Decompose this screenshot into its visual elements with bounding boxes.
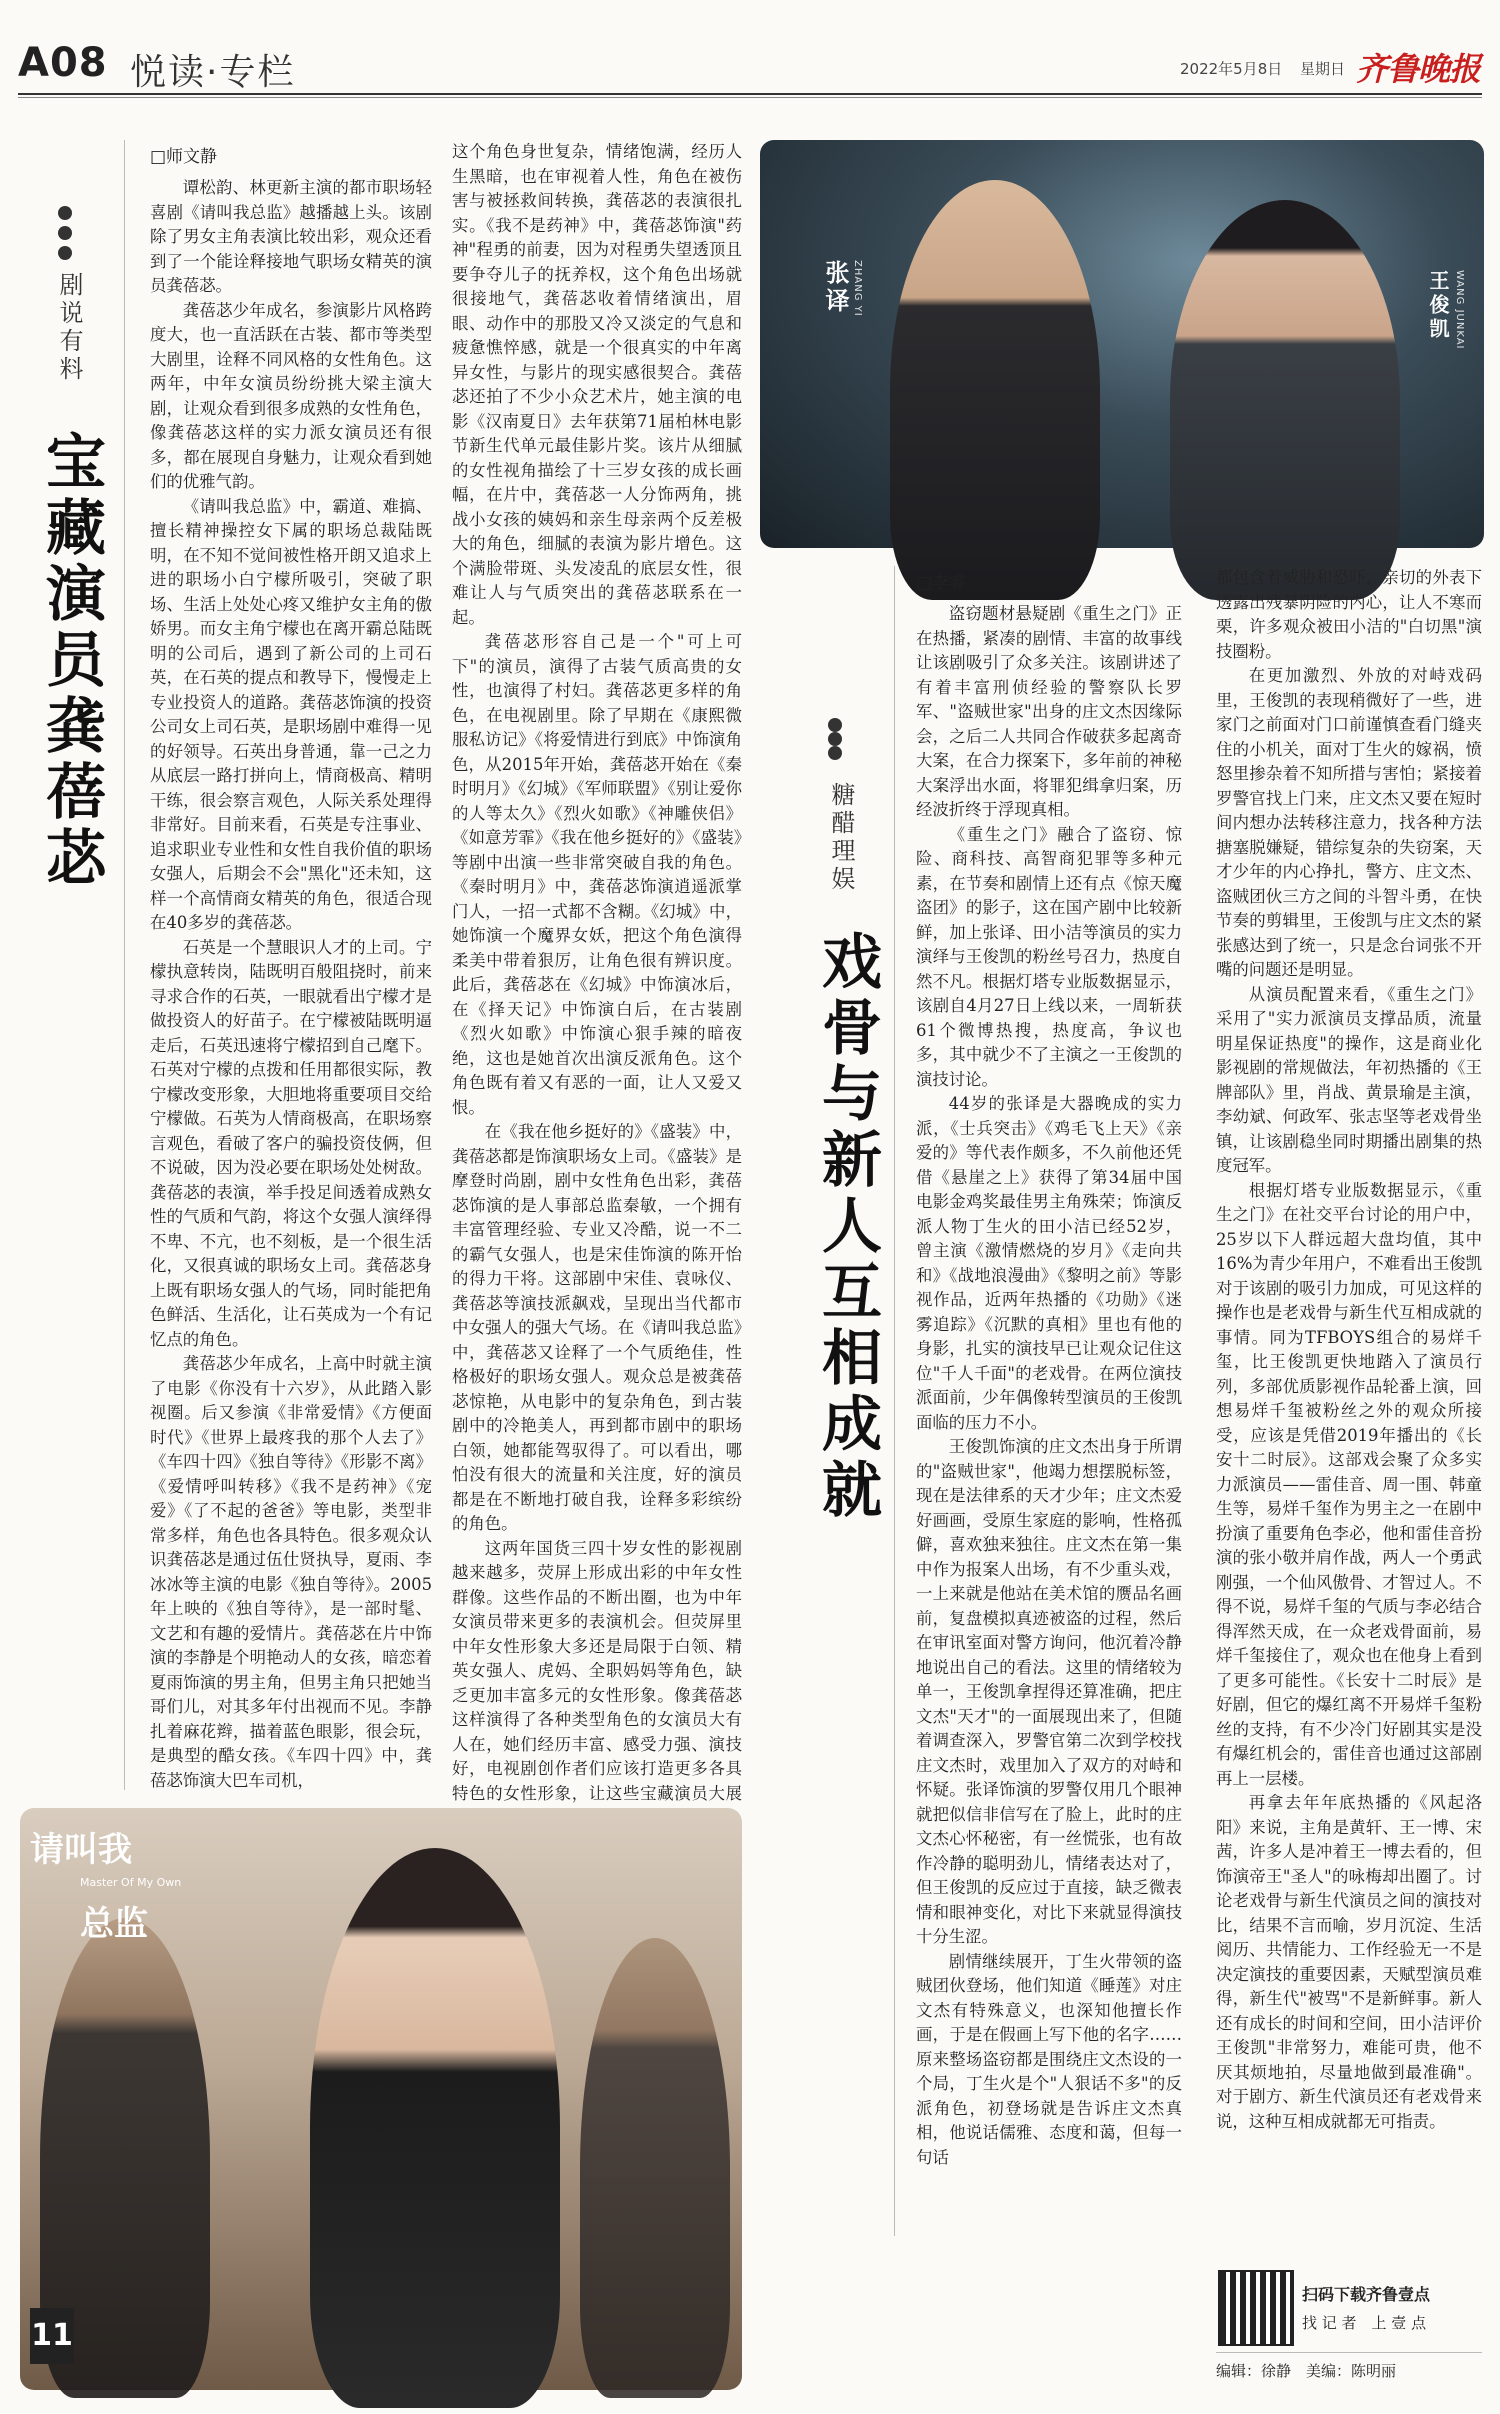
category-dots-1 [58, 206, 72, 266]
body-paragraph: 都包含着威胁和恐吓，亲切的外表下透露出残暴阴险的内心，让人不寒而栗，许多观众被田小洁的"白切黑"演技圈粉。 [1216, 568, 1482, 661]
article2-category: 糖醋理娱 [827, 782, 855, 894]
body-paragraph: 这两年国货三四十岁女性的影视剧越来越多，荧屏上形成出彩的中年女性群像。这些作品的不断出圈，也为中年女演员带来更多的表演机会。但荧屏里中年女性形象大多还是局限于白领、精英女强人、虎妈、全职妈妈等角色，缺乏更加丰富多元的女性形象。像龚蓓苾这样演得了各种类型角色的女演员大有人在，她们经历丰富、感受力强、演技好，电视剧创作者们应该打造更多各具特色的女性形象，让这些宝藏演员大展 [452, 1538, 742, 1803]
article2-title: 戏骨与新人互相成就 [812, 930, 882, 1524]
issue-weekday: 星期日 [1300, 60, 1346, 78]
actor-right-name: 王俊凯 [1426, 270, 1450, 342]
body-paragraph: 石英是一个慧眼识人才的上司。宁檬执意转岗，陆既明百般阻挠时，前来寻求合作的石英，一眼就看出宁檬才是做投资人的好苗子。在宁檬被陆既明逼走后，石英迅速将宁檬招到自己麾下。石英对宁檬的点拨和任用都很实际，教宁檬改变形象，大胆地将重要项目交给宁檬做。石英为人情商极高，在职场察言观色，看破了客户的骗投资伎俩，但不说破，因为没必要在职场处处树敌。龚蓓苾的表演，举手投足间透着成熟女性的气质和气韵，将这个女强人演绎得不卑、不亢，也不刻板，是一个很生活化，又很真诚的职场女上司。龚蓓苾身上既有职场女强人的气场，同时能把角色鲜活、生活化，让石英成为一个有记忆点的角色。 [150, 937, 432, 1349]
body-paragraph: 《请叫我总监》中，霸道、难搞、擅长精神操控女下属的职场总裁陆既明，在不知不觉间被性格开朗又追求上进的职场小白宁檬所吸引，突破了职场、生活上处处心疼又维护女主角的傲娇男。而女主角宁檬也在离开霸总陆既明的公司后，遇到了新公司的上司石英，在石英的提点和教导下，慢慢走上专业投资人的道路。龚蓓苾饰演的投资公司女上司石英，是职场剧中难得一见的好领导。石英出身普通，靠一己之力从底层一路打拼向上，情商极高、精明干练，很会察言观色，人际关系处理得非常好。目前来看，石英是专注事业、追求职业专业性和女性自我价值的职场女强人，后期会不会"黑化"还未知，这样一个高情商女精英的角色，很适合现在40多岁的龚蓓苾。 [150, 496, 432, 932]
article1-divider [124, 140, 125, 1790]
body-paragraph: 龚蓓苾形容自己是一个"可上可下"的演员，演得了古装气质高贵的女性，也演得了村妇。龚蓓苾更多样的角色，在电视剧里。除了早期在《康熙微服私访记》《将爱情进行到底》中饰演角色，从2015年开始，龚蓓苾开始在《秦时明月》《幻城》《军师联盟》《别让爱你的人等太久》《烈火如歌》《神雕侠侣》《如意芳霏》《我在他乡挺好的》《盛装》等剧中出演一些非常突破自我的角色。《秦时明月》中，龚蓓苾饰演逍遥派掌门人，一招一式都不含糊。《幻城》中，她饰演一个魔界女妖，把这个角色演得柔美中带着狠厉，让角色很有辨识度。此后，龚蓓苾在《幻城》中饰演冰后，在《择天记》中饰演白后，在古装剧《烈火如歌》中饰演心狠手辣的暗夜绝，这也是她首次出演反派角色。这个角色既有着又有恶的一面，让人又爱又恨。 [452, 632, 742, 1117]
actor-left-name: 张译 [821, 260, 850, 316]
body-paragraph: 在《我在他乡挺好的》《盛装》中，龚蓓苾都是饰演职场女上司。《盛装》是摩登时尚剧，剧中女性角色出彩，龚蓓苾饰演的是人事部总监秦敏，一个拥有丰富管理经验、专业又冷酷，说一不二的霸气女强人，也是宋佳饰演的陈开怡的得力干将。这部剧中宋佳、袁咏仪、龚蓓苾等演技派飙戏，呈现出当代都市中女强人的强大气场。在《请叫我总监》中，龚蓓苾又诠释了一个气质绝佳，性格极好的职场女强人。观众总是被龚蓓苾惊艳，从电影中的复杂角色，到古装剧中的冷艳美人，再到都市剧中的职场白领，她都能驾驭得了。可以看出，哪怕没有很大的流量和关注度，好的演员都是在不断地打破自我，诠释多彩缤纷的角色。 [452, 1122, 742, 1533]
body-paragraph: 从演员配置来看，《重生之门》采用了"实力派演员支撑品质，流量明星保证热度"的操作，这是商业化影视剧的常规做法，年初热播的《王牌部队》里，肖战、黄景瑜是主演，李幼斌、何政军、张志坚等老戏骨坐镇，让该剧稳坐同时期播出剧集的热度冠军。 [1216, 984, 1482, 1175]
footer-rule [1216, 2352, 1482, 2353]
poster-title: 请叫我 [30, 1830, 132, 1870]
body-paragraph: 在更加激烈、外放的对峙戏码里，王俊凯的表现稍微好了一些，进家门之前面对门口前谨慎查看门缝夹住的小机关，面对丁生火的嫁祸，愤怒里掺杂着不知所措与害怕；紧接着罗警官找上门来，庄文杰又要在短时间内想办法转移注意力，找各种方法搪塞脱嫌疑，错综复杂的失窃案，天才少年的内心挣扎，警方、庄文杰、盗贼团伙三方之间的斗智斗勇，在快节奏的剪辑里，王俊凯与庄文杰的紧张感达到了统一，只是念台词张不开嘴的问题还是明显。 [1216, 666, 1482, 979]
article1-byline: □师文静 [150, 147, 218, 167]
body-paragraph: 剧情继续展开，丁生火带领的盗贼团伙登场，他们知道《睡莲》对庄文杰有特殊意义，也深知他擅长作画，于是在假画上写下他的名字……原来整场盗窃都是围绕庄文杰设的一个局，丁生火是个"人狠话不多"的反派角色，初登场就是告诉庄文杰真相，他说话儒雅、态度和蔼，但每一句话 [916, 1951, 1182, 2167]
poster-subtitle: Master Of My Own [80, 1876, 182, 1889]
article2-divider [894, 566, 895, 2236]
page-number: A08 [18, 40, 108, 86]
body-paragraph: 龚蓓苾少年成名，上高中时就主演了电影《你没有十六岁》，从此踏入影视圈。后又参演《非常爱情》《方便面时代》《世界上最疼我的那个人去了》《车四十四》《独自等待》《形影不离》《爱情呼叫转移》《我不是药神》《宠爱》《了不起的爸爸》等电影，类型非常多样，角色也各具特色。很多观众认识龚蓓苾是通过伍仕贤执导，夏雨、李冰冰等主演的电影《独自等待》。2005年上映的《独自等待》，是一部时髦、文艺和有趣的爱情片。龚蓓苾在片中饰演的李静是个明艳动人的女孩，暗恋着夏雨饰演的男主角，但男主角只把她当哥们儿，对其多年付出视而不见。李静扎着麻花辫，描着蓝色眼影，很会玩，是典型的酷女孩。《车四十四》中，龚蓓苾饰演大巴车司机， [150, 1354, 432, 1790]
actor-left-pinyin: ZHANG YI [852, 260, 863, 317]
header-rule [18, 93, 1482, 95]
issue-date: 2022年5月8日 [1180, 60, 1283, 78]
article2-column-1 [916, 602, 1182, 2242]
poster-badge: 11 [30, 2308, 74, 2364]
article2-column-2 [1216, 566, 1482, 2242]
article1-column-2 [452, 140, 742, 1803]
footer-scan-text: 扫码下载齐鲁壹点 [1302, 2285, 1431, 2304]
drama-still-photo [760, 140, 1484, 548]
article1-column-1 [150, 176, 432, 1792]
body-paragraph: 44岁的张译是大器晚成的实力派，《士兵突击》《鸡毛飞上天》《亲爱的》等代表作颇多，不久前他还凭借《悬崖之上》获得了第34届中国电影金鸡奖最佳男主角殊荣；饰演反派人物丁生火的田小洁已经52岁，曾主演《激情燃烧的岁月》《走向共和》《战地浪漫曲》《黎明之前》等影视作品，近两年热播的《功勋》《迷雾追踪》《沉默的真相》里也有他的身影，扎实的演技早已让观众记住这位"千人千面"的老戏骨。在两位演技派面前，少年偶像转型演员的王俊凯面临的压力不小。 [916, 1094, 1182, 1432]
body-paragraph: 盗窃题材悬疑剧《重生之门》正在热播，紧凑的剧情、丰富的故事线让该剧吸引了众多关注。该剧讲述了有着丰富刑侦经验的警察队长罗军、"盗贼世家"出身的庄文杰因缘际会，之后二人共同合作破获多起离奇大案，在合力探案下，多年前的神秘大案浮出水面，将罪犯缉拿归案，历经波折终于浮现真相。 [916, 604, 1182, 819]
body-paragraph: 谭松韵、林更新主演的都市职场轻喜剧《请叫我总监》越播越上头。该剧除了男女主角表演比较出彩，观众还看到了一个能诠释接地气职场女精英的演员龚蓓苾。 [150, 178, 432, 295]
body-paragraph: 根据灯塔专业版数据显示，《重生之门》在社交平台讨论的用户中，25岁以下人群远超大盘均值，其中16%为青少年用户，不难看出王俊凯对于该剧的吸引力加成，可见这样的操作也是老戏骨与新生代互相成就的事情。同为TFBOYS组合的易烊千玺，比王俊凯更快地踏入了演员行列，多部优质影视作品轮番上演，回想易烊千玺被粉丝之外的观众所接受，应该是凭借2019年播出的《长安十二时辰》。这部戏会聚了众多实力派演员——雷佳音、周一围、韩童生等，易烊千玺作为男主之一在剧中扮演了重要角色李必，他和雷佳音扮演的张小敬并肩作战，两人一个勇武刚强，一个仙风傲骨、才智过人。不得不说，易烊千玺的气质与李必结合得浑然天成，在一众老戏骨面前，易烊千玺接住了，观众也在他身上看到了更多可能性。《长安十二时辰》是好剧，但它的爆红离不开易烊千玺粉丝的支持，有不少冷门好剧其实是没有爆红机会的，雷佳音也通过这部剧再上一层楼。 [1216, 1180, 1482, 1788]
body-paragraph: 这个角色身世复杂，情绪饱满，经历人生黑暗，也在审视着人性，角色在被伤害与被拯救间转换，龚蓓苾的表演很扎实。《我不是药神》中，龚蓓苾饰演"药神"程勇的前妻，因为对程勇失望透顶且要争夺儿子的抚养权，这个角色出场就很接地气，龚蓓苾收着情绪演出，眉眼、动作中的那股又冷又淡定的气息和疲惫憔悴感，就是一个很真实的中年离异女性，与影片的现实感很契合。龚蓓苾还拍了不少小众艺术片，她主演的电影《汉南夏日》去年获第71届柏林电影节新生代单元最佳影片奖。该片从细腻的女性视角描绘了十三岁女孩的成长画幅，在片中，龚蓓苾一人分饰两角，挑战小女孩的姨妈和亲生母亲两个反差极大的角色，细腻的表演为影片增色。这个满脸带斑、头发凌乱的底层女性，很难让人与气质突出的龚蓓苾联系在一起。 [452, 142, 742, 627]
body-paragraph: 王俊凯饰演的庄文杰出身于所谓的"盗贼世家"，他竭力想摆脱标签，现在是法律系的天才少年；庄文杰爱好画画，受原生家庭的影响，性格孤僻，喜欢独来独往。庄文杰在第一集中作为报案人出场，有不少重头戏，一上来就是他站在美术馆的赝品名画前，复盘模拟真迹被盗的过程，然后在审讯室面对警方询问，他沉着冷静地说出自己的看法。这里的情绪较为单一，王俊凯拿捏得还算准确，把庄文杰"天才"的一面展现出来了，但随着调查深入，罗警官第二次到学校找庄文杰时，戏里加入了双方的对峙和怀疑。张译饰演的罗警仅用几个眼神就把似信非信写在了脸上，此时的庄文杰心怀秘密，有一丝慌张，也有故作冷静的聪明劲儿，情绪表达对了，但王俊凯的反应过于直接，缺乏微表情和眼神变化，对比下来就显得演技十分生涩。 [916, 1437, 1182, 1946]
newspaper-logo: 齐鲁晚报 [1356, 50, 1481, 88]
body-paragraph: 《重生之门》融合了盗窃、惊险、商科技、高智商犯罪等多种元素，在节奏和剧情上还有点《惊天魔盗团》的影子，这在国产剧中比较新鲜，加上张译、田小洁等演员的实力演绎与王俊凯的粉丝号召力，热度自然不凡。根据灯塔专业版数据显示，该剧自4月27日上线以来，一周斩获61个微博热搜，热度高，争议也多，其中就少不了主演之一王俊凯的演技讨论。 [916, 824, 1182, 1089]
article2-byline: □李睿 [916, 573, 967, 593]
footer-editor: 编辑：徐静 美编：陈明丽 [1216, 2362, 1397, 2380]
header-rule-thin [18, 97, 1482, 98]
drama-poster-photo [20, 1808, 742, 2390]
category-dots-2 [828, 718, 848, 760]
qr-code[interactable] [1218, 2270, 1294, 2346]
body-paragraph: 龚蓓苾少年成名，参演影片风格跨度大，也一直活跃在古装、都市等类型大剧里，诠释不同风格的女性角色。这两年，中年女演员纷纷挑大梁主演大剧，让观众看到很多成熟的女性角色，像龚蓓苾这样的实力派女演员还有很多，都在展现自身魅力，让观众看到她们的优雅气韵。 [150, 300, 432, 491]
footer-slogan: 找 记 者 上 壹 点 [1302, 2314, 1427, 2332]
article1-title: 宝藏演员龚蓓苾 [36, 430, 106, 892]
poster-title-2: 总监 [80, 1904, 148, 1944]
section-title: 悦读·专栏 [130, 52, 296, 93]
article1-category: 剧说有料 [55, 272, 83, 384]
actor-right-pinyin: WANG JUNKAI [1454, 270, 1465, 350]
body-paragraph: 再拿去年年底热播的《风起洛阳》来说，主角是黄轩、王一博、宋茜，许多人是冲着王一博去看的，但饰演帝王"圣人"的咏梅却出圈了。讨论老戏骨与新生代演员之间的演技对比，结果不言而喻，岁月沉淀、生活阅历、共情能力、工作经验无一不是决定演技的重要因素，天赋型演员难得，新生代"被骂"不是新鲜事。新人还有成长的时间和空间，田小洁评价王俊凯"非常努力，难能可贵，他不厌其烦地拍，尽量地做到最准确"。对于剧方、新生代演员还有老戏骨来说，这种互相成就都无可指责。 [1216, 1793, 1482, 2131]
